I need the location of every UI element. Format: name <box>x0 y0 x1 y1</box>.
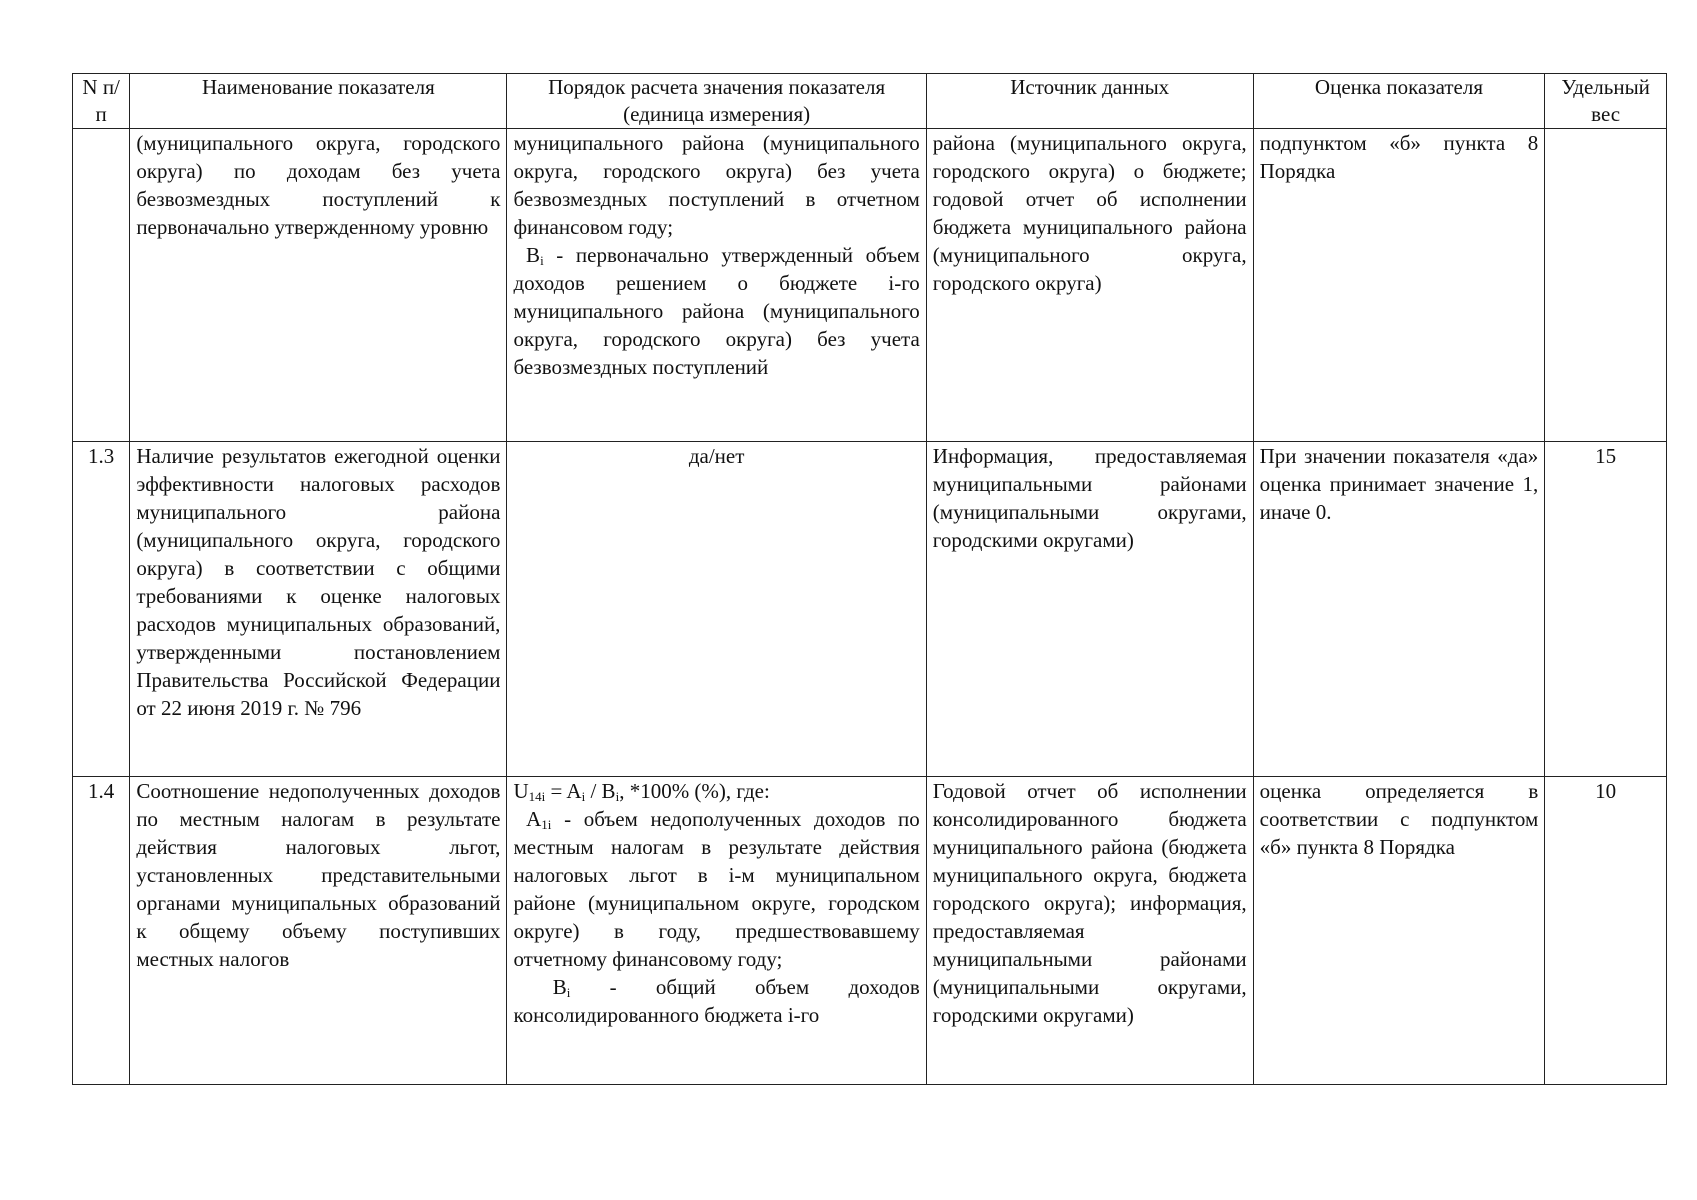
header-num-text: N п/п <box>82 75 120 126</box>
row-num: 1.3 <box>73 442 130 777</box>
b-subscript: i <box>540 253 544 268</box>
header-weight <box>1545 74 1667 129</box>
row-weight: 15 <box>1545 442 1667 777</box>
table-row <box>73 129 1667 442</box>
calc-b-term <box>513 243 919 379</box>
header-num <box>73 74 130 129</box>
b-description: - общий объем доходов консолидированного бюджета i-го <box>513 975 920 1027</box>
formula-rest: , *100% (%), где: <box>619 779 770 803</box>
row-evaluation: При значении показателя «да» оценка принимает значение 1, иначе 0. <box>1253 442 1545 777</box>
indicators-table <box>72 73 1667 1085</box>
row-source: Информация, предоставляемая муниципальными районами (муниципальными округами, городскими округами) <box>926 442 1253 777</box>
header-evaluation <box>1253 74 1545 129</box>
row-source: Годовой отчет об исполнении консолидированного бюджета муниципального района (бюджета муниципального округа, бюджета городского округа); информация, предоставляемая муниципальными районами (муниципальными округами, городскими округами) <box>926 777 1253 1085</box>
calc-b-term <box>513 975 919 1027</box>
row-name: (муниципального округа, городского округа) по доходам без учета безвозмездных поступлений к первоначально утвержденному уровню <box>130 129 507 442</box>
header-name-text: Наименование показателя <box>202 75 435 99</box>
calc-text: муниципального района (муниципального округа, городского округа) без учета безвозмездных поступлений в отчетном финансовом году; <box>513 131 920 239</box>
header-calc-text: Порядок расчета значения показателя (единица измерения) <box>548 75 886 126</box>
b-subscript: i <box>566 985 571 1000</box>
b-symbol: B <box>526 243 541 267</box>
row-evaluation: оценка определяется в соответствии с подпунктом «б» пункта 8 Порядка <box>1253 777 1545 1085</box>
row-weight <box>1545 129 1667 442</box>
header-evaluation-text: Оценка показателя <box>1314 75 1483 99</box>
b-description: - первоначально утвержденный объем доходов решением о бюджете i-го муниципального района (муниципального округа, городского округа) без учета безвозмездных поступлений <box>513 243 920 379</box>
row-name: Наличие результатов ежегодной оценки эффективности налоговых расходов муниципального района (муниципального округа, городского округа) в соответствии с общими требованиями к оценке налоговых расходов муниципальных образований, утвержденными постановлением Правительства Российской Федерации от 22 июня 2019 г. № 796 <box>130 442 507 777</box>
calc-a-term <box>513 807 919 971</box>
b-symbol: B <box>552 975 567 999</box>
formula-a-sub: i <box>581 789 586 804</box>
header-source <box>926 74 1253 129</box>
table-row <box>73 777 1667 1085</box>
table-row <box>73 442 1667 777</box>
row-num <box>73 129 130 442</box>
formula-u-sub: 14i <box>528 789 546 804</box>
header-name <box>130 74 507 129</box>
formula <box>513 779 769 803</box>
header-weight-text: Удельный вес <box>1561 75 1650 126</box>
formula-a: = A <box>545 779 582 803</box>
row-weight: 10 <box>1545 777 1667 1085</box>
formula-b: / B <box>585 779 616 803</box>
row-calc <box>507 777 926 1085</box>
formula-u: U <box>513 779 529 803</box>
header-source-text: Источник данных <box>1010 75 1170 99</box>
header-calc <box>507 74 926 129</box>
row-name: Соотношение недополученных доходов по местным налогам в результате действия налоговых льгот, установленных представительными органами муниципальных образований к общему объему поступивших местных налогов <box>130 777 507 1085</box>
row-evaluation: подпунктом «б» пункта 8 Порядка <box>1253 129 1545 442</box>
row-num: 1.4 <box>73 777 130 1085</box>
row-calc: да/нет <box>507 442 926 777</box>
a-description: - объем недополученных доходов по местным налогам в результате действия налоговых льгот в i-м муниципальном районе (муниципальном округе, городском округе) в году, предшествовавшему отчетному финансовому году; <box>513 807 920 971</box>
a-subscript: 1i <box>541 817 552 832</box>
row-source: района (муниципального округа, городского округа) о бюджете; годовой отчет об исполнении бюджета муниципального района (муниципального округа, городского округа) <box>926 129 1253 442</box>
formula-b-sub: i <box>615 789 620 804</box>
table-header-row <box>73 74 1667 129</box>
row-calc <box>507 129 926 442</box>
a-symbol: A <box>526 807 542 831</box>
